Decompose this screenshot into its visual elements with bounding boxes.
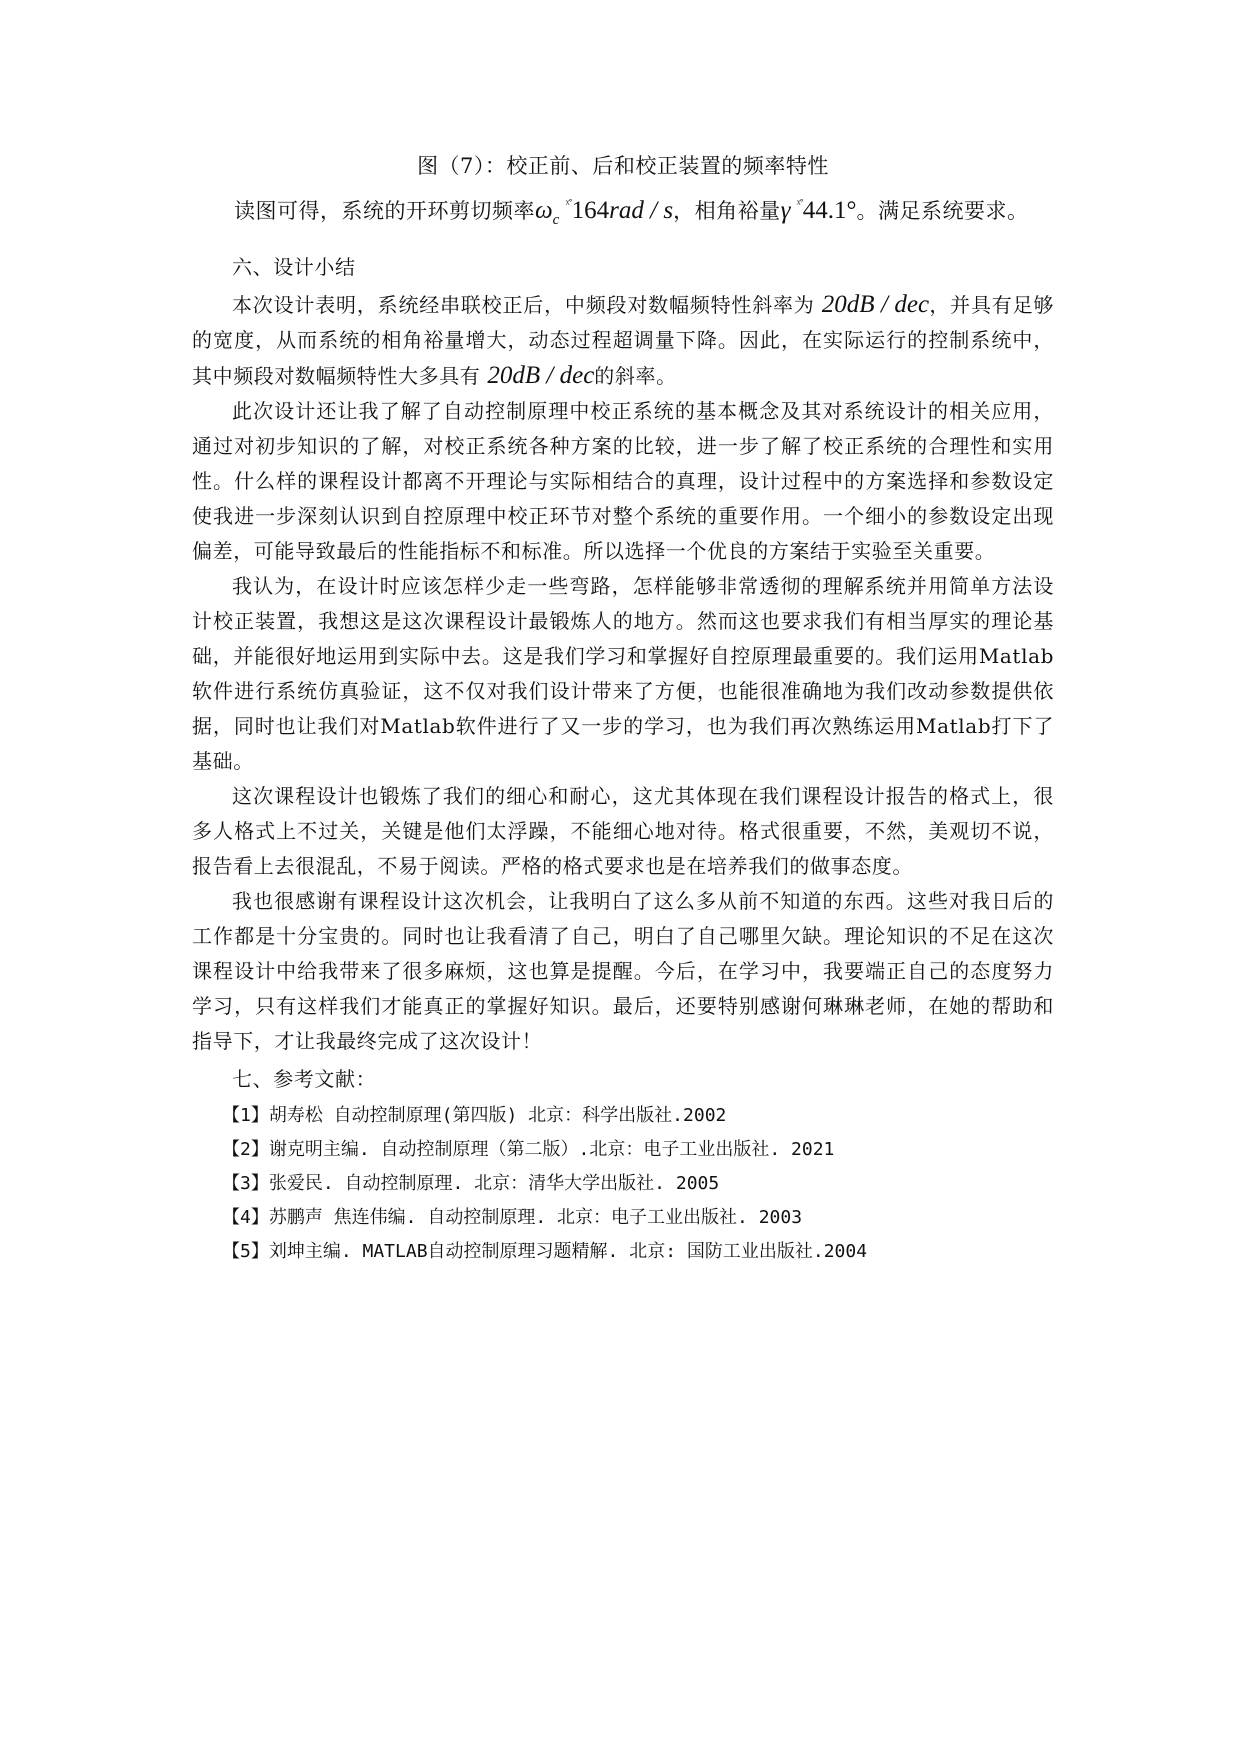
reading-prefix: 读图可得，系统的开环剪切频率 xyxy=(234,199,535,223)
summary-paragraph-4: 这次课程设计也锻炼了我们的细心和耐心，这尤其体现在我们课程设计报告的格式上，很多人格式上不过关，关键是他们太浮躁，不能细心地对待。格式很重要，不然，美观切不说，报告看上去很混乱，不易于阅读。严格的格式要求也是在培养我们的做事态度。 xyxy=(192,784,1054,878)
gamma-symbol: γ xyxy=(780,197,791,224)
approx-mark-2: ˣ˚ xyxy=(796,196,803,211)
reading-suffix: 。满足系统要求。 xyxy=(856,199,1029,223)
reading-line xyxy=(192,190,1054,241)
omega-symbol: ω xyxy=(535,197,553,224)
p1-text-b: ，并具有足够的宽度，从而系统的相角裕量增大，动态过程超调量下降。因此，在实际运行的控制系统中，其中频段对数幅频特性大多具有 xyxy=(192,293,1054,388)
gamma-value: 44.1° xyxy=(802,197,857,224)
slope-formula-1: 20dB / dec xyxy=(821,291,930,318)
section6-heading: 六、设计小结 xyxy=(232,255,356,279)
omega-subscript: c xyxy=(552,212,560,228)
section7-heading: 七、参考文献： xyxy=(232,1067,377,1091)
reading-middle: ，相角裕量 xyxy=(673,199,781,223)
summary-paragraph-1 xyxy=(192,287,1054,394)
summary-paragraph-3: 我认为，在设计时应该怎样少走一些弯路，怎样能够非常透彻的理解系统并用简单方法设计校正装置，我想这是这次课程设计最锻炼人的地方。然而这也要求我们有相当厚实的理论基础，并能很好地运用到实际中去。这是我们学习和掌握好自控原理最重要的。我们运用Matlab软件进行系统仿真验证，这不仅对我们设计带来了方便，也能很准确地为我们改动参数提供依据，同时也让我们对Matlab软件进行了又一步的学习，也为我们再次熟练运用Matlab打下了基础。 xyxy=(192,574,1054,773)
p1-text-a: 本次设计表明，系统经串联校正后，中频段对数幅频特性斜率为 xyxy=(232,293,815,317)
reference-item-4: 【4】苏鹏声 焦连伟编. 自动控制原理. 北京：电子工业出版社. 2003 xyxy=(222,1207,803,1228)
reference-item-2: 【2】谢克明主编. 自动控制原理（第二版）.北京：电子工业出版社. 2021 xyxy=(222,1139,835,1160)
summary-paragraph-5: 我也很感谢有课程设计这次机会，让我明白了这么多从前不知道的东西。这些对我日后的工作都是十分宝贵的。同时也让我看清了自己，明白了自己哪里欠缺。理论知识的不足在这次课程设计中给我带来了很多麻烦，这也算是提醒。今后，在学习中，我要端正自己的态度努力学习，只有这样我们才能真正的掌握好知识。最后，还要特别感谢何琳琳老师，在她的帮助和指导下，才让我最终完成了这次设计！ xyxy=(192,889,1054,1053)
omega-unit: rad / s xyxy=(609,197,674,224)
page-content xyxy=(192,146,1054,1269)
p1-text-c: 的斜率。 xyxy=(594,364,677,388)
gamma-formula xyxy=(781,197,857,224)
slope-formula-2: 20dB / dec xyxy=(487,362,595,389)
reference-item-3: 【3】张爱民. 自动控制原理. 北京：清华大学出版社. 2005 xyxy=(222,1173,720,1194)
reference-list xyxy=(192,1099,1054,1269)
reference-item-5: 【5】刘坤主编. MATLAB自动控制原理习题精解. 北京: 国防工业出版社.2004 xyxy=(222,1241,868,1262)
approx-mark: ˣ˚ xyxy=(565,196,572,211)
figure-caption: 图（7）：校正前、后和校正装置的频率特性 xyxy=(417,154,829,178)
omega-formula xyxy=(535,196,674,228)
summary-paragraph-2: 此次设计还让我了解了自动控制原理中校正系统的基本概念及其对系统设计的相关应用，通过对初步知识的了解，对校正系统各种方案的比较，进一步了解了校正系统的合理性和实用性。什么样的课程设计都离不开理论与实际相结合的真理，设计过程中的方案选择和参数设定使我进一步深刻认识到自控原理中校正环节对整个系统的重要作用。一个细小的参数设定出现偏差，可能导致最后的性能指标不和标准。所以选择一个优良的方案结于实验至关重要。 xyxy=(192,399,1054,563)
reference-item-1: 【1】胡寿松 自动控制原理(第四版) 北京：科学出版社.2002 xyxy=(222,1105,727,1126)
omega-value: 164 xyxy=(571,197,610,224)
